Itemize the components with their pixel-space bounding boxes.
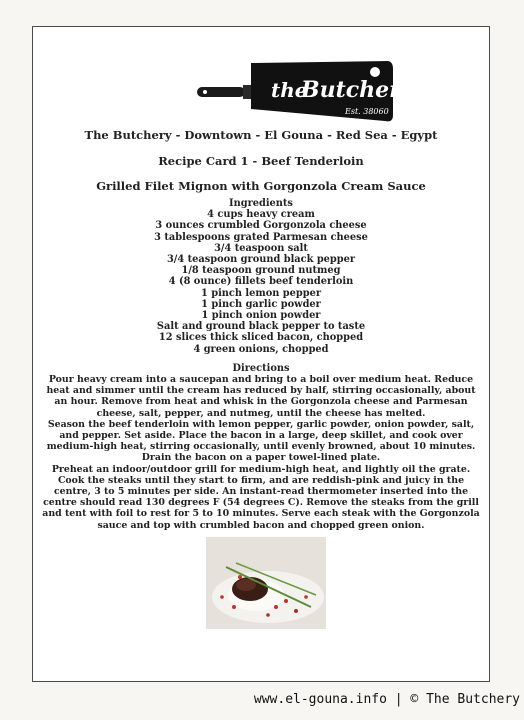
cleaver-icon [195, 57, 414, 129]
ingredient-item: 4 (8 ounce) fillets beef tenderloin [168, 276, 354, 288]
ingredient-item: 4 green onions, chopped [193, 343, 329, 355]
ingredient-item: 12 slices thick sliced bacon, chopped [158, 332, 364, 344]
dish-photo [206, 537, 326, 629]
directions-section [41, 374, 481, 531]
ingredient-item: 1 pinch lemon pepper [201, 287, 321, 299]
ingredient-item: Salt and ground black pepper to taste [156, 321, 366, 333]
ingredient-item: 1 pinch onion powder [201, 310, 321, 322]
direction-paragraph: Pour heavy cream into a saucepan and bring to a boil over medium heat. Reduce heat and simmer until the cream has reduced by half, stirring occasionally, about an hour. Remove from heat and whisk in the Gorgonzola cheese and Parmesan cheese, salt, pepper, and nutmeg, until the cheese has melted. [46, 374, 476, 419]
ingredients-section [33, 198, 489, 355]
ingredients-title: Ingredients [229, 198, 293, 209]
ingredient-item: 1/8 teaspoon ground nutmeg [181, 265, 341, 277]
card-title: Recipe Card 1 - Beef Tenderloin [158, 154, 364, 168]
direction-paragraph: Preheat an indoor/outdoor grill for medium-high heat, and lightly oil the grate. Cook the steaks until they start to firm, and are reddish-pink and juicy in the centre, 3 to 5 minutes per side. An instant-read thermometer inserted into the centre should read 130 degrees F (54 degrees C). Remove the steaks from the grill and tent with foil to rest for 5 to 10 minutes. Serve each steak with the Gorgonzola sauce and top with crumbled bacon and chopped green onion. [42, 463, 480, 531]
footer-credit [0, 692, 524, 707]
ingredient-item: 3 ounces crumbled Gorgonzola cheese [155, 220, 367, 232]
svg-text:Est. 38060: Est. 38060 [345, 107, 389, 116]
ingredient-item: 3/4 teaspoon ground black pepper [166, 254, 355, 266]
ingredient-item: 3 tablespoons grated Parmesan cheese [154, 231, 368, 243]
recipe-name: Grilled Filet Mignon with Gorgonzola Cream Sauce [96, 179, 426, 193]
direction-paragraph: Season the beef tenderloin with lemon pepper, garlic powder, onion powder, salt, and pepper. Set aside. Place the bacon in a large, deep skillet, and cook over medium-high heat, stirring occasionally, until evenly browned, about 10 minutes. Drain the bacon on a paper towel-lined plate. [46, 418, 476, 464]
directions-title: Directions [232, 363, 290, 374]
butchery-logo [195, 57, 414, 129]
ingredient-item: 3/4 teaspoon salt [214, 242, 308, 254]
svg-text:Butchery: Butchery [301, 77, 414, 103]
ingredient-item: 4 cups heavy cream [207, 209, 315, 221]
location-line: The Butchery - Downtown - El Gouna - Red Sea - Egypt [84, 128, 438, 142]
ingredient-item: 1 pinch garlic powder [201, 298, 321, 310]
recipe-card [32, 26, 490, 682]
svg-text:the: the [271, 78, 308, 102]
footer-text: www.el-gouna.info | © The Butchery [253, 692, 520, 707]
